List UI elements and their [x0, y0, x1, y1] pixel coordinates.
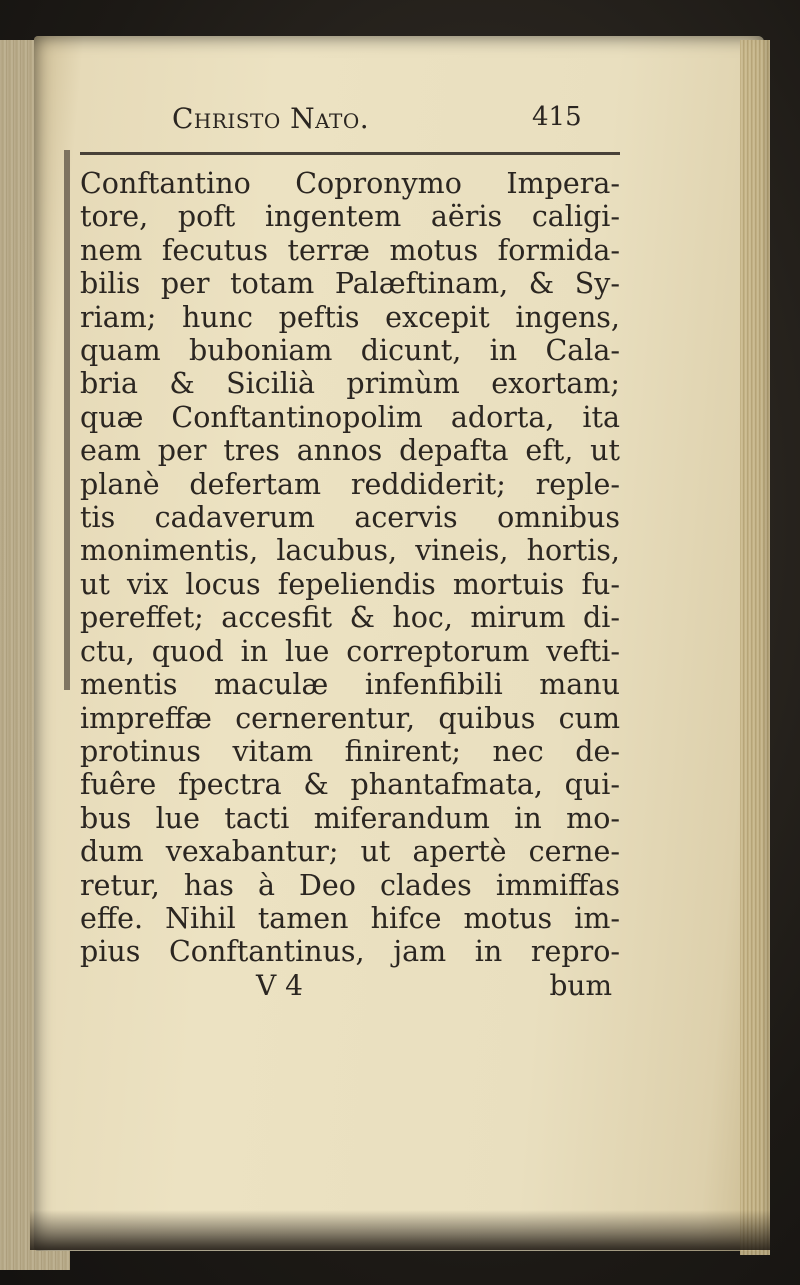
text-line: monimentis, lacubus, vineis, hortis,	[80, 534, 620, 568]
text-line: quam buboniam dicunt, in Cala-	[80, 334, 620, 368]
page-footer	[80, 969, 620, 1003]
text-line: mentis maculæ infenfibili manu	[80, 668, 620, 702]
text-line: quæ Conftantinopolim adorta, ita	[80, 400, 620, 434]
page-header	[80, 100, 620, 140]
text-line: bus lue tacti miferandum in mo-	[80, 801, 620, 835]
signature-mark: V 4	[256, 968, 303, 1002]
right-page-edges	[740, 40, 770, 1255]
text-line: eam per tres annos depafta eft, ut	[80, 434, 620, 468]
text-line: tore, poft ingentem aëris caligi-	[80, 200, 620, 234]
catchword: bum	[549, 968, 612, 1002]
text-line: Conftantino Copronymo Impera-	[80, 167, 620, 200]
gutter-shadow	[64, 150, 70, 690]
text-line: pius Conftantinus, jam in repro-	[80, 935, 620, 969]
text-line: nem fecutus terræ motus formida-	[80, 233, 620, 267]
text-line: ut vix locus fepeliendis mortuis fu-	[80, 567, 620, 601]
text-line: retur, has à Deo clades immiffas	[80, 868, 620, 902]
text-block	[80, 100, 620, 1003]
text-line: fuêre fpectra & phantafmata, qui-	[80, 768, 620, 802]
text-line: impreffæ cernerentur, quibus cum	[80, 701, 620, 735]
page-number: 415	[532, 102, 582, 132]
text-line: effe. Nihil tamen hifce motus im-	[80, 901, 620, 935]
text-line: planè defertam reddiderit; reple-	[80, 467, 620, 501]
bottom-shadow	[30, 1210, 770, 1250]
text-line: tis cadaverum acervis omnibus	[80, 501, 620, 535]
text-line: ctu, quod in lue correptorum vefti-	[80, 634, 620, 668]
text-line: bilis per totam Palæftinam, & Sy-	[80, 267, 620, 301]
text-line: riam; hunc peftis excepit ingens,	[80, 300, 620, 334]
text-line: dum vexabantur; ut apertè cerne-	[80, 835, 620, 869]
text-line: protinus vitam finirent; nec de-	[80, 734, 620, 768]
text-line: bria & Sicilià primùm exortam;	[80, 367, 620, 401]
running-head: Christo Nato.	[172, 102, 370, 135]
text-line: pereffet; accesfit & hoc, mirum di-	[80, 601, 620, 635]
body-text	[80, 167, 620, 969]
header-rule	[80, 152, 620, 163]
